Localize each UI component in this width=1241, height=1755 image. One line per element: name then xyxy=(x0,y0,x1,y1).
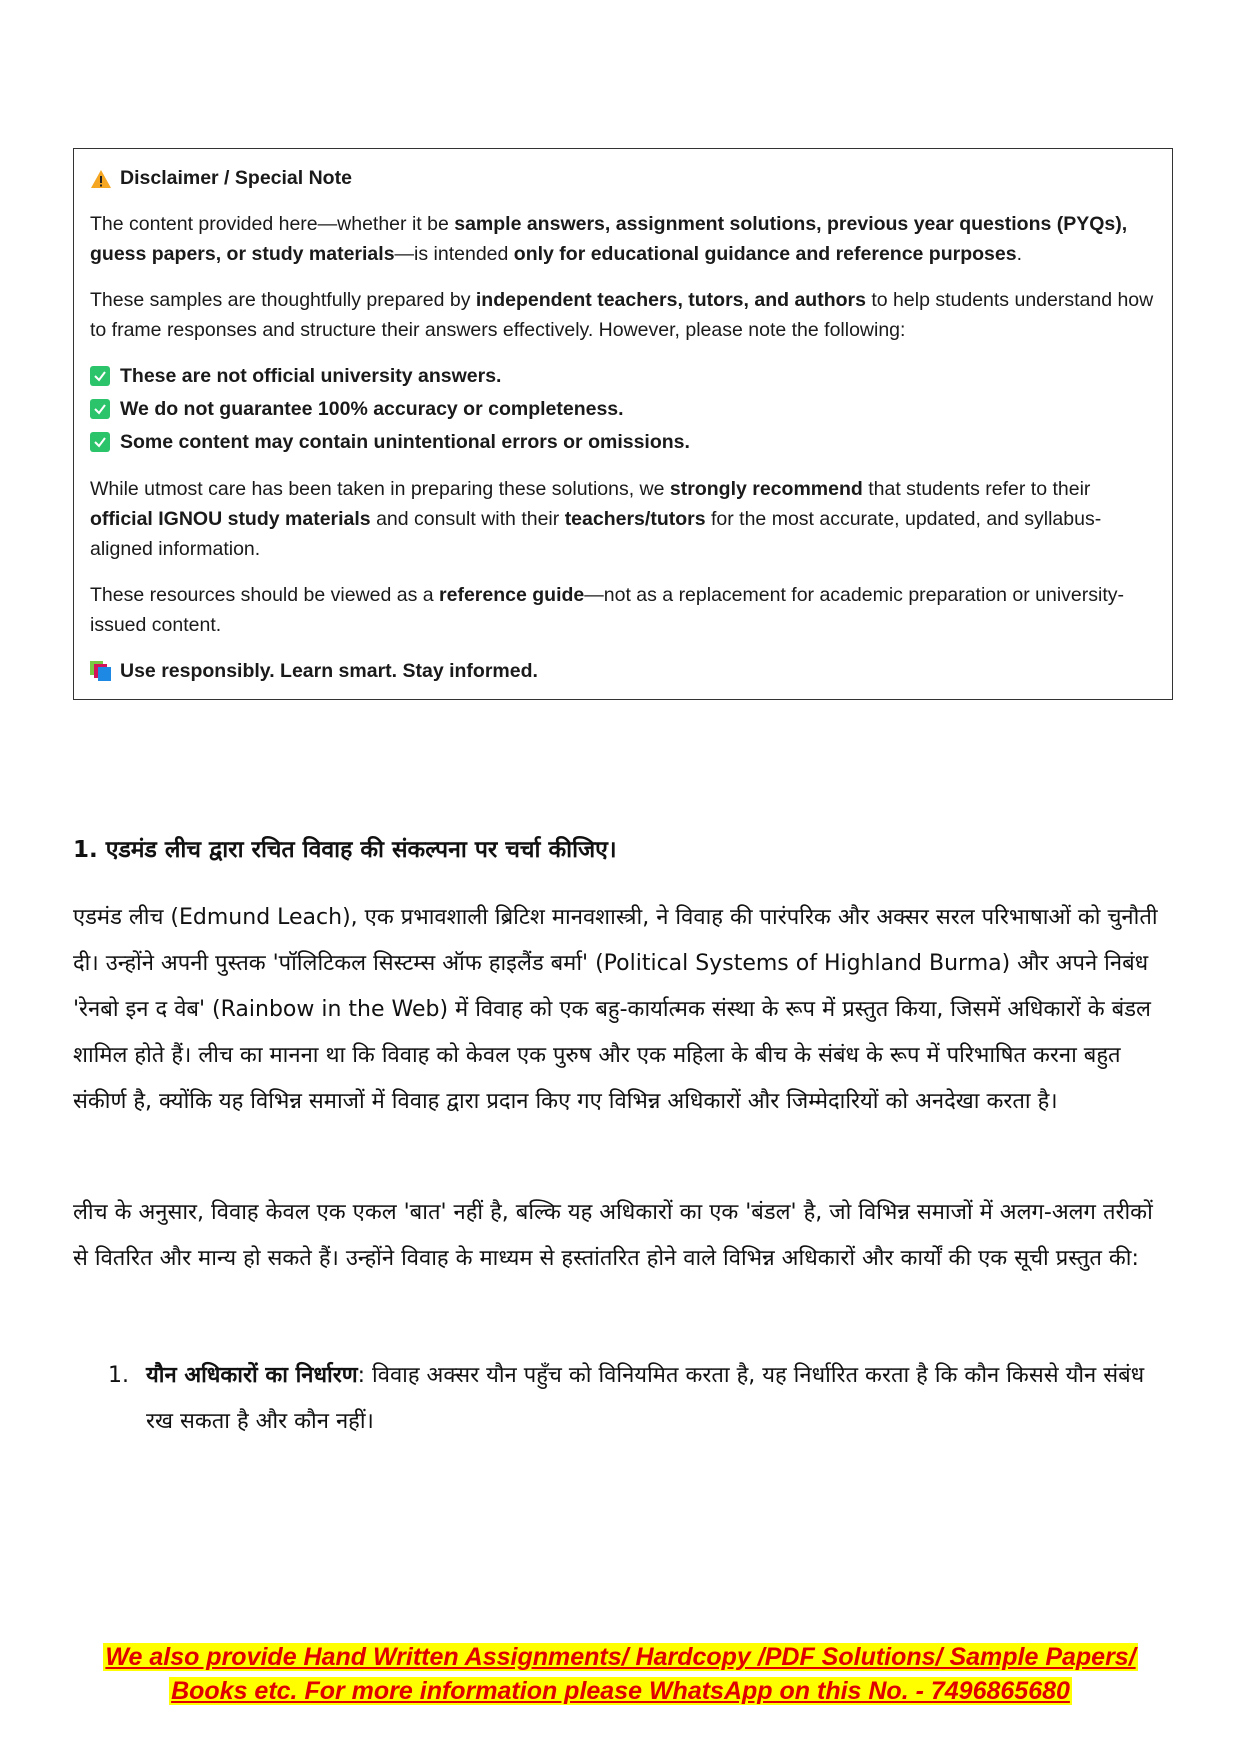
text-run: to help students understand how to frame responses and structure their answers effectively. However, please note the following: xyxy=(90,289,1154,341)
text-run: for the most accurate, updated, and syllabus-aligned information. xyxy=(90,508,1102,560)
disclaimer-paragraph xyxy=(90,209,1156,269)
check-list-item xyxy=(90,392,1156,425)
check-text: These are not official university answers. xyxy=(120,364,502,387)
bold-run: only for educational guidance and reference purposes xyxy=(513,243,1017,265)
text-run: While utmost care has been taken in preparing these solutions, we xyxy=(90,478,670,500)
disclaimer-footer-text: Use responsibly. Learn smart. Stay informed. xyxy=(120,660,538,682)
check-box-icon xyxy=(90,432,110,452)
text-run: The content provided here—whether it be xyxy=(90,213,455,235)
list-item-title: यौन अधिकारों का निर्धारण xyxy=(146,1363,358,1388)
bold-run: strongly recommend xyxy=(669,478,863,500)
check-text: We do not guarantee 100% accuracy or completeness. xyxy=(120,397,624,420)
text-run: These resources should be viewed as a xyxy=(90,584,440,606)
check-list-item xyxy=(90,425,1156,458)
promo-line-2: Books etc. For more information please WhatsApp on this No. - 7496865680 xyxy=(171,1677,1070,1705)
promo-line-1: We also provide Hand Written Assignments/ Hardcopy /PDF Solutions/ Sample Papers/ xyxy=(105,1643,1136,1671)
text-run: —is intended xyxy=(394,243,514,265)
disclaimer-title xyxy=(90,163,1156,193)
check-box-icon xyxy=(90,399,110,419)
numbered-list-item xyxy=(108,1353,1158,1445)
books-icon xyxy=(90,661,112,681)
body-paragraph: लीच के अनुसार, विवाह केवल एक एकल 'बात' नहीं है, बल्कि यह अधिकारों का एक 'बंडल' है, जो विभिन्न समाजों में अलग-अलग तरीकों से वितरित और मान्य हो सकते हैं। उन्होंने विवाह के माध्यम से हस्तांतरित होने वाले विभिन्न अधिकारों और कार्यों की एक सूची प्रस्तुत की: xyxy=(73,1200,1153,1271)
text-run: and consult with their xyxy=(370,508,565,530)
bold-run: teachers/tutors xyxy=(564,508,706,530)
question-heading: 1. एडमंड लीच द्वारा रचित विवाह की संकल्पना पर चर्चा कीजिए। xyxy=(73,837,617,863)
disclaimer-footer xyxy=(90,656,1156,686)
bold-run: reference guide xyxy=(439,584,585,606)
text-run: —not as a replacement for academic preparation or university-issued content. xyxy=(90,584,1125,636)
list-item-text: : विवाह अक्सर यौन पहुँच को विनियमित करता है, यह निर्धारित करता है कि कौन किससे यौन संबंध रख सकता है और कौन नहीं। xyxy=(146,1363,1145,1434)
disclaimer-paragraph xyxy=(90,474,1156,564)
text-run: These samples are thoughtfully prepared by xyxy=(90,289,476,311)
bold-run: sample answers, assignment solutions, previous year questions (PYQs), guess papers, or study materials xyxy=(90,213,1128,265)
text-run: . xyxy=(1016,243,1023,265)
warning-icon xyxy=(90,168,112,188)
disclaimer-paragraph xyxy=(90,580,1156,640)
list-number: 1. xyxy=(108,1363,129,1388)
promo-banner xyxy=(0,1640,1241,1708)
check-list-item xyxy=(90,359,1156,392)
body-paragraph: एडमंड लीच (Edmund Leach), एक प्रभावशाली ब्रिटिश मानवशास्त्री, ने विवाह की पारंपरिक और अक्सर सरल परिभाषाओं को चुनौती दी। उन्होंने अपनी पुस्तक 'पॉलिटिकल सिस्टम्स ऑफ हाइलैंड बर्मा' (Political Systems of Highland Burma) और अपने निबंध 'रेनबो इन द वेब' (Rainbow in the Web) में विवाह को एक बहु-कार्यात्मक संस्था के रूप में प्रस्तुत किया, जिसमें अधिकारों के बंडल शामिल होते हैं। लीच का मानना था कि विवाह को केवल एक पुरुष और एक महिला के बीच के संबंध के रूप में परिभाषित करना बहुत संकीर्ण है, क्योंकि यह विभिन्न समाजों में विवाह द्वारा प्रदान किए गए विभिन्न अधिकारों और जिम्मेदारियों को अनदेखा करता है। xyxy=(73,905,1158,1114)
bold-run: independent teachers, tutors, and authors xyxy=(475,289,866,311)
disclaimer-paragraph xyxy=(90,285,1156,345)
disclaimer-title-text: Disclaimer / Special Note xyxy=(120,167,352,189)
check-list xyxy=(90,359,1156,458)
list-item-body xyxy=(146,1353,1158,1445)
bold-run: official IGNOU study materials xyxy=(90,508,371,530)
disclaimer-box xyxy=(73,148,1173,700)
check-text: Some content may contain unintentional errors or omissions. xyxy=(120,430,690,453)
check-box-icon xyxy=(90,366,110,386)
text-run: that students refer to their xyxy=(862,478,1091,500)
